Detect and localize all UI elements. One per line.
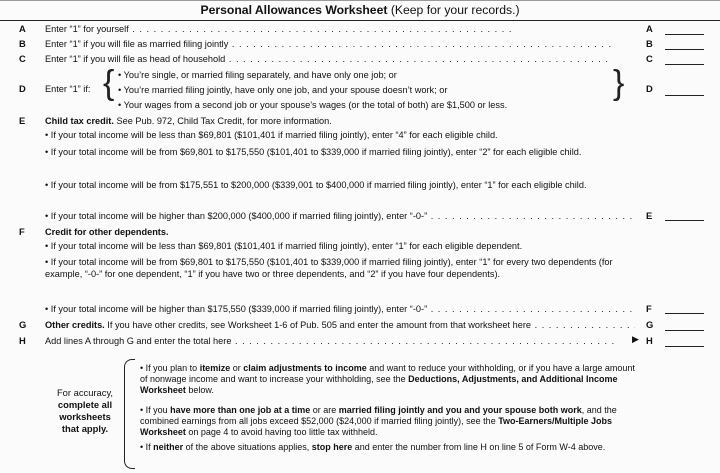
accuracy-bold-2: worksheets: [59, 411, 111, 422]
line-f-entry[interactable]: [665, 313, 704, 314]
line-e-bullet-2: • If your total income will be from $69,801 to $175,550 ($101,401 to $339,000 if married filing jointly), enter “2” for each eligible child.: [45, 147, 582, 157]
line-g-entry[interactable]: [665, 330, 704, 331]
accuracy-line1: For accuracy,: [56, 387, 114, 398]
line-b-letter: B: [19, 38, 26, 49]
accuracy-note: [45, 387, 125, 435]
line-a-letter: A: [19, 23, 26, 34]
line-f-right-letter: F: [646, 303, 652, 314]
line-a-text: Enter “1” for yourself . .: [45, 23, 635, 35]
accuracy-bullet-1: • If you plan to itemize or claim adjustments to income and want to reduce your withholding, or if you have a large amount of nonwage income and want to increase your withholding, see the Deductions, Adjustments, and Additional Income Worksheet below.: [140, 363, 635, 395]
line-h-text: Add lines A through G and enter the total here . .: [45, 335, 625, 347]
line-h-right-letter: H: [646, 335, 653, 346]
line-e-right-letter: E: [646, 210, 653, 221]
line-c-letter: C: [19, 53, 26, 64]
accuracy-bold-3: that apply.: [61, 423, 109, 434]
line-e-bullet-4: • If your total income will be higher than $200,000 ($400,000 if married filing jointly), enter “-0-” . .: [45, 210, 635, 222]
line-d-entry[interactable]: [665, 95, 704, 96]
line-e-bullet-3: • If your total income will be from $175,551 to $200,000 ($339,001 to $400,000 if married filing jointly), enter “1” for each eligible child.: [45, 180, 587, 190]
line-b-entry[interactable]: [665, 49, 704, 50]
line-f-letter: F: [19, 226, 25, 237]
line-e-heading-rest: See Pub. 972, Child Tax Credit, for more information.: [113, 116, 332, 126]
line-e-bullet-1: • If your total income will be less than $69,801 ($101,401 if married filing jointly), enter “4” for each eligible child.: [45, 130, 498, 140]
line-e-letter: E: [19, 115, 26, 126]
title-note: (Keep for your records.): [390, 3, 520, 17]
accuracy-bold-1: complete all: [57, 399, 113, 410]
line-a-right-letter: A: [646, 23, 653, 34]
line-f-bullet-3: • If your total income will be higher than $175,550 ($339,000 if married filing jointly), enter “-0-” . .: [45, 303, 635, 315]
worksheet-title: [0, 1, 720, 21]
line-f-bullet-1: • If your total income will be less than $69,801 ($101,401 if married filing jointly), enter “1” for each eligible dependent.: [45, 241, 523, 251]
line-b-right-letter: B: [646, 38, 653, 49]
line-b-text: Enter “1” if you will file as married filing jointly . .: [45, 38, 635, 50]
arrow-right-icon: ▶: [632, 334, 639, 344]
line-d-left-brace: {: [103, 64, 115, 102]
accuracy-brace: [124, 359, 135, 469]
line-f-bullet-2: • If your total income will be from $69,801 to $175,550 ($101,401 to $339,000 if married filing jointly), enter “1” for every two dependents (for example, “-0-” for one dependent, “1” if you have two or three dependents, and “2” if you have four dependents).: [45, 257, 613, 279]
line-d-bullet-1: • You’re single, or married filing separately, and have only one job; or: [118, 70, 397, 80]
line-d-bullet-2: • You’re married filing jointly, have only one job, and your spouse doesn’t work; or: [118, 85, 448, 95]
line-e-heading: Child tax credit.: [45, 116, 114, 126]
line-d-right-brace: }: [613, 64, 625, 102]
line-d-lead: Enter “1” if:: [45, 84, 91, 94]
line-c-entry[interactable]: [665, 64, 704, 65]
line-c-right-letter: C: [646, 53, 653, 64]
line-g-letter: G: [19, 319, 27, 330]
line-h-entry[interactable]: [665, 346, 704, 347]
line-c-text: Enter “1” if you will file as head of household . .: [45, 53, 635, 65]
line-g-text: Other credits. If you have other credits, see Worksheet 1-6 of Pub. 505 and enter the amount from that worksheet here . .: [45, 319, 635, 331]
accuracy-bullet-2: • If you have more than one job at a time or are married filing jointly and you and your spouse both work, and the combined earnings from all jobs exceed $52,000 ($24,000 if married filing jointly), see the Two-Earners/Multiple Jobs Worksheet on page 4 to avoid having too little tax withheld.: [140, 405, 617, 437]
line-d-right-letter: D: [646, 83, 653, 94]
line-h-letter: H: [19, 335, 26, 346]
line-d-letter: D: [19, 83, 26, 94]
line-g-right-letter: G: [646, 319, 654, 330]
line-d-bullet-3: • Your wages from a second job or your spouse’s wages (or the total of both) are $1,500 or less.: [118, 100, 508, 110]
line-a-entry[interactable]: [665, 34, 704, 35]
line-f-heading: Credit for other dependents.: [45, 227, 169, 237]
line-e-entry[interactable]: [665, 220, 704, 221]
accuracy-bullet-3: • If neither of the above situations applies, stop here and enter the number from line H on line 5 of Form W-4 above.: [140, 442, 606, 452]
title-main: Personal Allowances Worksheet: [200, 3, 388, 17]
